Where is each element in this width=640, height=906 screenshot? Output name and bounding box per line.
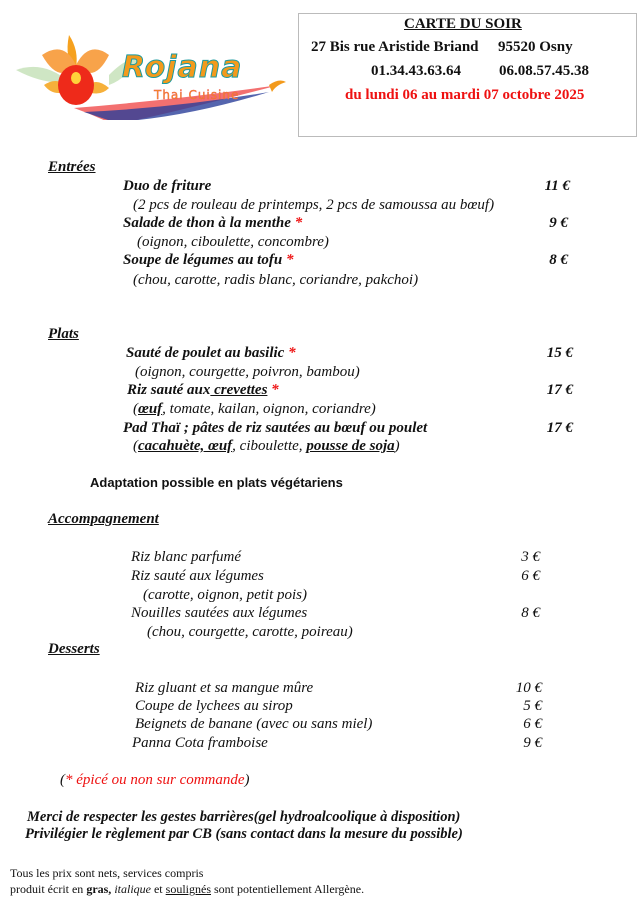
menu-item-desc: (chou, carotte, radis blanc, coriandre, pakchoi)	[133, 272, 419, 288]
menu-item-name: Nouilles sautées aux légumes	[131, 605, 308, 621]
menu-item-price: 17 €	[546, 382, 573, 398]
section-plats-title: Plats	[48, 326, 79, 342]
menu-item-desc: (œuf, tomate, kailan, oignon, coriandre)	[133, 401, 376, 417]
city: 95520 Osny	[498, 39, 573, 55]
menu-item-price: 11 €	[544, 178, 570, 194]
menu-item-price: 9 €	[523, 735, 542, 751]
menu-dates: du lundi 06 au mardi 07 octobre 2025	[345, 87, 585, 103]
menu-item-desc: (2 pcs de rouleau de printemps, 2 pcs de samoussa au bœuf)	[133, 197, 495, 213]
spicy-star: *	[271, 382, 279, 398]
menu-item-price: 3 €	[521, 549, 540, 565]
vegetarian-note: Adaptation possible en plats végétariens	[90, 475, 343, 490]
menu-item-name: Coupe de lychees au sirop	[135, 698, 293, 714]
section-entrees-title: Entrées	[48, 159, 96, 175]
menu-item-name: Riz sauté aux légumes	[131, 568, 264, 584]
menu-item-name: Sauté de poulet au basilic *	[126, 345, 296, 361]
menu-item-price: 8 €	[521, 605, 540, 621]
menu-item-price: 10 €	[515, 680, 542, 696]
menu-item-name: Soupe de légumes au tofu *	[123, 252, 294, 268]
info-box	[298, 13, 637, 137]
section-accompagnement-title: Accompagnement	[48, 511, 159, 527]
menu-item-name: Riz sauté aux crevettes *	[127, 382, 279, 398]
spicy-star: *	[294, 215, 303, 231]
menu-item-name: Riz blanc parfumé	[131, 549, 241, 565]
spicy-legend: (* épicé ou non sur commande)	[60, 772, 250, 788]
menu-item-desc: (oignon, courgette, poivron, bambou)	[135, 364, 360, 380]
menu-item-price: 17 €	[546, 420, 573, 436]
menu-item-price: 15 €	[546, 345, 573, 361]
allergen-note: produit écrit en gras, italique et soulignés sont potentiellement Allergène.	[10, 882, 365, 896]
phone-2: 06.08.57.45.38	[499, 63, 589, 79]
menu-item-desc: (carotte, oignon, petit pois)	[143, 587, 308, 603]
address: 27 Bis rue Aristide Briand	[311, 39, 479, 55]
logo	[14, 30, 289, 120]
menu-title: CARTE DU SOIR	[404, 16, 522, 32]
logo-name: Rojana	[122, 50, 243, 85]
menu-item-name: Beignets de banane (avec ou sans miel)	[135, 716, 373, 732]
spicy-star: *	[288, 345, 296, 361]
payment-note: Privilégier le règlement par CB (sans contact dans la mesure du possible)	[25, 826, 463, 842]
menu-item-name: Riz gluant et sa mangue mûre	[135, 680, 314, 696]
section-desserts-title: Desserts	[48, 641, 100, 657]
menu-item-name: Salade de thon à la menthe *	[123, 215, 303, 231]
menu-item-name: Duo de friture	[123, 178, 212, 194]
hygiene-note: Merci de respecter les gestes barrières(gel hydroalcoolique à disposition)	[27, 809, 461, 825]
phone-1: 01.34.43.63.64	[371, 63, 461, 79]
menu-item-price: 6 €	[523, 716, 542, 732]
menu-item-price: 8 €	[549, 252, 568, 268]
menu-item-price: 6 €	[521, 568, 540, 584]
menu-item-price: 9 €	[549, 215, 568, 231]
menu-item-name: Pad Thaï ; pâtes de riz sautées au bœuf ou poulet	[123, 420, 428, 436]
menu-item-desc: (cacahuète, œuf, ciboulette, pousse de soja)	[133, 438, 400, 454]
prices-note: Tous les prix sont nets, services compris	[10, 866, 204, 880]
menu-item-name: Panna Cota framboise	[132, 735, 268, 751]
menu-item-price: 5 €	[523, 698, 542, 714]
menu-item-desc: (oignon, ciboulette, concombre)	[137, 234, 329, 250]
logo-subtitle: Thai Cuisine	[154, 88, 240, 102]
menu-item-desc: (chou, courgette, carotte, poireau)	[147, 624, 353, 640]
spicy-star: *	[285, 252, 294, 268]
